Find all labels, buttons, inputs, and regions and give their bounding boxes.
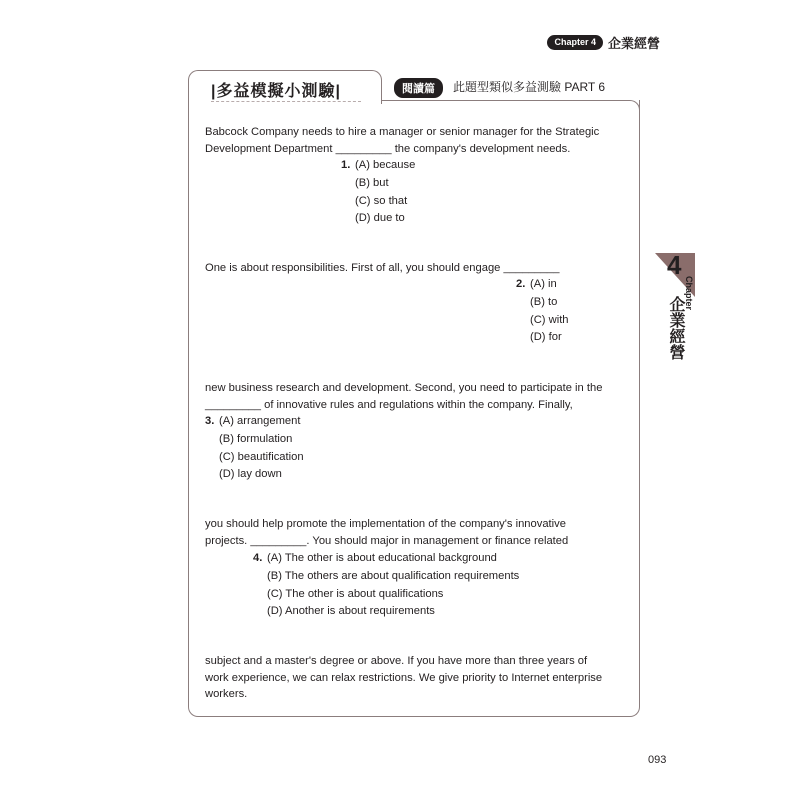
option: (D) lay down: [219, 468, 282, 481]
option: (A) because: [355, 159, 416, 171]
section-title: |多益模擬小測驗|: [211, 83, 341, 100]
title-dashed-line: [211, 101, 361, 102]
passage-line: Babcock Company needs to hire a manager or senior manager for the Strategic: [205, 126, 600, 138]
box-corner: [612, 100, 640, 128]
option: (D) for: [530, 331, 562, 344]
option: (B) to: [530, 295, 558, 308]
option: (C) with: [530, 313, 569, 326]
section-title-tab: [188, 70, 382, 104]
option: (A) The other is about educational background: [267, 552, 497, 564]
chapter-pill: Chapter 4: [547, 35, 603, 50]
passage-line: projects. _________. You should major in management or finance related: [205, 534, 569, 547]
passage-line: work experience, we can relax restrictions. We give priority to Internet enterprise: [205, 671, 603, 684]
question-number: 1.: [341, 159, 351, 171]
passage-paragraph-2: [205, 260, 560, 277]
passage-paragraph-5: [205, 653, 602, 703]
passage-line: workers.: [205, 688, 248, 700]
passage-line: _________ of innovative rules and regulations within the company. Finally,: [205, 398, 573, 411]
option: (C) The other is about qualifications: [267, 587, 444, 600]
question-1: [341, 157, 415, 228]
passage-paragraph-3: [205, 380, 602, 413]
option: (B) The others are about qualification requirements: [267, 569, 520, 582]
option: (B) formulation: [219, 432, 293, 445]
side-chapter-title: 企業經營: [667, 296, 684, 360]
passage-paragraph-4: [205, 516, 568, 549]
question-number: 3.: [205, 415, 215, 427]
reading-badge: 閱讀篇: [394, 78, 443, 98]
option: (D) Another is about requirements: [267, 605, 435, 618]
passage-line: subject and a master's degree or above. If you have more than three years of: [205, 655, 588, 667]
section-description: 此題型類似多益測驗 PART 6: [453, 80, 606, 94]
passage-line: Development Department _________ the company's development needs.: [205, 142, 571, 155]
option: (C) beautification: [219, 450, 304, 463]
passage-line: you should help promote the implementation of the company's innovative: [205, 518, 566, 530]
question-2: [516, 276, 569, 347]
option: (C) so that: [355, 194, 408, 207]
chapter-header: [547, 33, 660, 52]
option: (B) but: [355, 176, 389, 189]
option: (D) due to: [355, 212, 405, 225]
question-4: [253, 550, 519, 621]
side-chapter-number: 4: [667, 250, 682, 280]
passage-line: new business research and development. Second, you need to participate in the: [205, 382, 603, 394]
option: (A) arrangement: [219, 415, 301, 427]
side-chapter-label: Chapter: [684, 276, 694, 311]
box-top-border: [381, 100, 626, 101]
passage-paragraph-1: [205, 124, 599, 157]
chapter-title: 企業經營: [607, 36, 660, 51]
question-number: 2.: [516, 278, 526, 290]
passage-line: One is about responsibilities. First of all, you should engage _________: [205, 262, 560, 274]
question-number: 4.: [253, 552, 263, 564]
question-3: [205, 413, 304, 484]
page-number: 093: [648, 754, 667, 766]
option: (A) in: [530, 278, 557, 290]
